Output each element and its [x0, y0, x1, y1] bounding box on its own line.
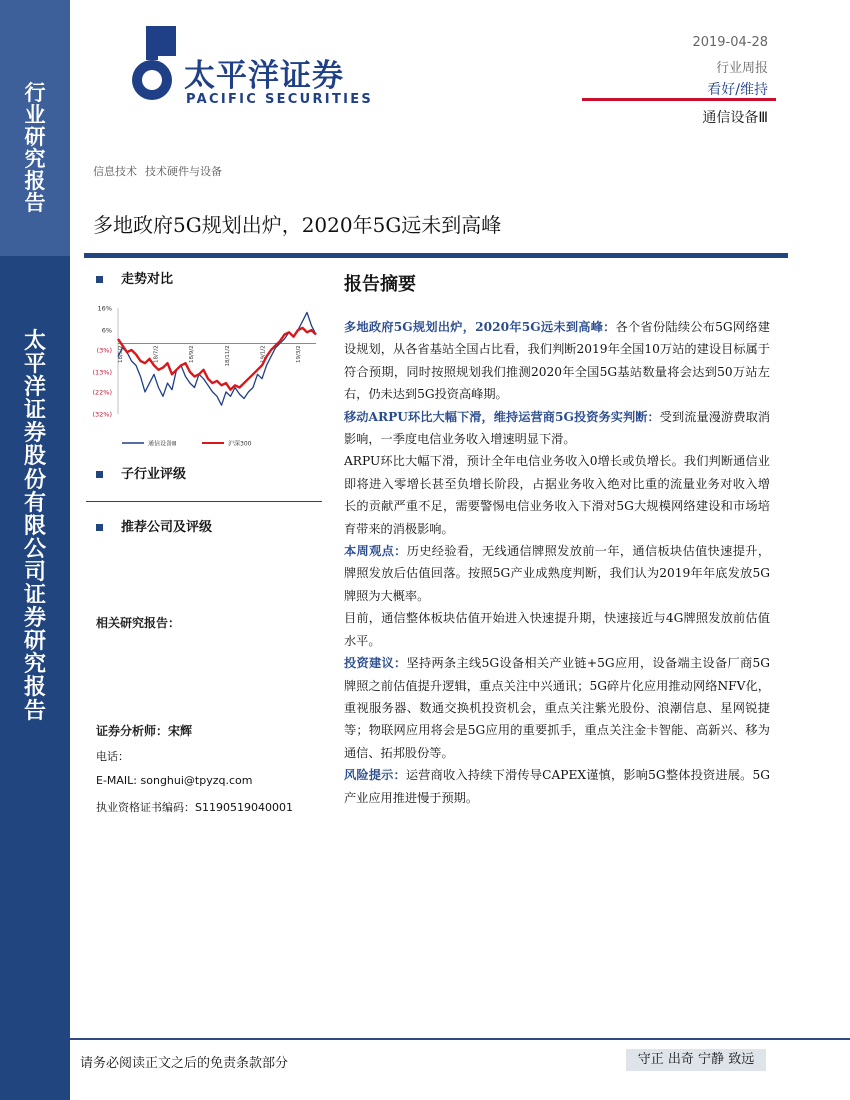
footer-divider [70, 1038, 850, 1040]
chart-x-tick-label: 18/7/2 [153, 345, 160, 364]
chart-y-tick-label: (32%) [92, 410, 112, 419]
sidebar-top-char: 告 [24, 190, 46, 216]
page-title: 多地政府5G规划出炉，2020年5G远未到高峰 [93, 213, 502, 237]
sidebar-bottom-char: 洋 [23, 374, 46, 401]
sidebar-bottom-char: 报 [23, 674, 46, 701]
sidebar-bottom-char: 平 [23, 351, 46, 378]
section-divider [86, 501, 322, 502]
abstract-text: 各个省份陆续公布5G网络建设规划，从各省基站全国占比看，我们判断2019年全国10万站的建设目标属于符合预期，同时按照规划我们推测2020年全国5G基站数量将会达到50万站左右，仍未达到5G投资高峰期。 [344, 320, 770, 402]
chart-x-tick-label: 18/9/2 [189, 345, 196, 364]
abstract-key: 投资建议： [344, 656, 407, 671]
abstract-key: 风险提示： [344, 768, 406, 783]
chart-y-tick-label: (3%) [96, 346, 112, 355]
chart-legend-label: 沪深300 [228, 440, 252, 448]
abstract-paragraph [344, 316, 770, 406]
rating-divider [582, 98, 776, 101]
breadcrumb-item: 技术硬件与设备 [145, 165, 222, 178]
related-reports-label: 相关研究报告： [96, 616, 181, 630]
abstract-text: 历史经验看，无线通信牌照发放前一年，通信板块估值快速提升，牌照发放后估值回落。按照5G产业成熟度判断，我们认为2019年年底发放5G牌照为大概率。 [344, 544, 771, 603]
chart-y-tick-label: (13%) [92, 368, 112, 377]
abstract-key: 多地政府5G规划出炉，2020年5G远未到高峰： [344, 320, 616, 334]
abstract-paragraph [344, 406, 770, 451]
sidebar-bottom-char: 证 [23, 582, 46, 609]
sidebar-top-char: 业 [24, 102, 46, 128]
analyst-certificate: 执业资格证书编码：S1190519040001 [96, 801, 293, 814]
footer-disclaimer: 请务必阅读正文之后的免责条款部分 [80, 1056, 289, 1071]
section-sub-industry [96, 463, 186, 482]
sidebar-bottom-char: 司 [23, 558, 46, 585]
rating: 看好/维持 [707, 82, 768, 98]
section-sub-industry-label: 子行业评级 [121, 467, 187, 482]
brand-name-cn: 太平洋证券 [184, 58, 344, 94]
abstract-text: 受到流量漫游费取消影响，一季度电信业务收入增速明显下滑。 [344, 409, 771, 447]
sidebar-bottom-char: 股 [23, 443, 46, 470]
sidebar-bottom-char: 份 [23, 466, 46, 493]
sidebar-label-report-type [0, 82, 70, 214]
chart-x-tick-label: 18/11/2 [224, 345, 231, 367]
report-date: 2019-04-28 [692, 35, 768, 50]
sidebar-bottom-char: 限 [23, 512, 46, 539]
abstract-text: 运营商收入持续下滑传导CAPEX谨慎，影响5G整体投资进展。5G产业应用推进慢于预期。 [344, 768, 770, 805]
pacific-securities-logo-icon [90, 18, 190, 138]
breadcrumb [93, 163, 230, 179]
chart-x-tick-label: 19/1/2 [260, 345, 267, 364]
sidebar-bottom-char: 告 [23, 697, 46, 724]
analyst-name: 证券分析师：宋辉 [96, 724, 193, 738]
sidebar-bottom-char: 究 [23, 651, 46, 678]
sidebar-top-char: 行 [24, 80, 46, 105]
abstract-key: 本周观点： [344, 544, 407, 559]
footer-motto: 守正 出奇 宁静 致远 [626, 1049, 766, 1071]
sidebar-top-char: 研 [24, 124, 46, 150]
abstract-paragraph: 目前，通信整体板块估值开始进入快速提升期，快速接近与4G牌照发放前估值水平。 [344, 611, 770, 648]
sidebar-bottom-char: 证 [23, 397, 46, 424]
analyst-phone: 电话： [96, 750, 129, 763]
section-recommend-label: 推荐公司及评级 [121, 520, 213, 535]
section-recommend [96, 516, 212, 535]
abstract-paragraph [344, 540, 770, 607]
chart-y-tick-label: 16% [97, 304, 112, 313]
chart-legend-label: 通信设备Ⅲ [148, 440, 177, 448]
sidebar-bottom-char: 券 [23, 420, 46, 447]
abstract-paragraph [344, 652, 770, 764]
sidebar-bottom-char: 公 [23, 535, 46, 562]
section-trend [96, 268, 173, 287]
brand-name-en: PACIFIC SECURITIES [186, 92, 374, 107]
sidebar-bottom-char: 券 [23, 605, 46, 632]
title-divider [84, 253, 788, 258]
report-type: 行业周报 [715, 61, 768, 76]
sidebar-label-company [0, 330, 70, 723]
abstract-text: 坚持两条主线5G设备相关产业链+5G应用，设备端主设备厂商5G牌照之前估值提升逻辑，重点关注中兴通讯；5G碎片化应用推动网络NFV化，重视服务器、数通交换机投资机会，重点关注紫光股份、浪潮信息、星网锐捷等；物联网应用将会是5G应用的重要抓手，重点关注金卡智能、高新兴、移为通信、拓邦股份等。 [344, 656, 770, 760]
sidebar-bottom-char: 研 [23, 628, 46, 655]
abstract-body [344, 316, 770, 809]
chart-x-tick-label: 19/3/2 [296, 345, 302, 364]
sidebar-bottom-char: 太 [23, 328, 46, 354]
chart-y-tick-label: 6% [101, 326, 112, 335]
breadcrumb-item: 信息技术 [93, 165, 137, 178]
abstract-paragraph [344, 764, 770, 809]
sidebar-top-char: 报 [24, 168, 46, 194]
abstract-paragraph: ARPU环比大幅下滑，预计全年电信业务收入0增长或负增长。我们判断通信业即将进入零增长甚至负增长阶段，占据业务收入绝对比重的流量业务对收入增长的贡献严重不足，需要警惕电信业务收入下滑对5G大规模网络建设和市场培育带来的消极影响。 [344, 454, 770, 536]
chart-x-tick-label: 18/5/2 [118, 345, 124, 364]
section-trend-label: 走势对比 [121, 272, 174, 287]
sector-label: 通信设备Ⅲ [702, 110, 768, 126]
sidebar-bottom-char: 有 [23, 489, 46, 516]
chart-y-tick-label: (22%) [92, 388, 112, 397]
trend-chart [86, 296, 322, 456]
chart-series-line-telecom [118, 312, 316, 405]
abstract-key: 移动ARPU环比大幅下滑，维持运营商5G投资务实判断： [344, 409, 660, 424]
abstract-heading: 报告摘要 [344, 274, 416, 295]
sidebar-top-char: 究 [24, 146, 46, 172]
analyst-email: E-MAIL: songhui@tpyzq.com [96, 774, 253, 787]
